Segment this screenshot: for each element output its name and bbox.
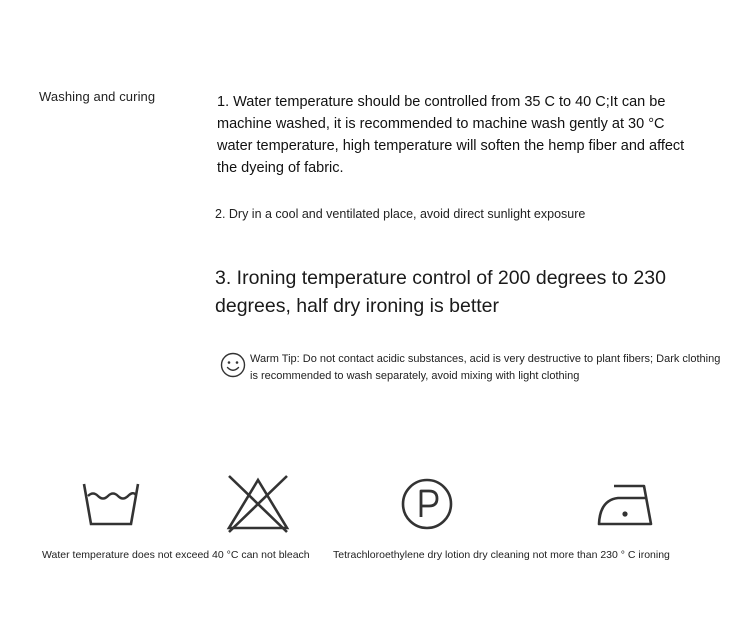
instruction-3: 3. Ironing temperature control of 200 degrees to 230 degrees, half dry ironing is better xyxy=(215,267,666,317)
instruction-2: 2. Dry in a cool and ventilated place, avoid direct sunlight exposure xyxy=(215,207,586,221)
caption-wash-bleach: Water temperature does not exceed 40 °C can not bleach xyxy=(42,549,310,561)
tip-text: Warm Tip: Do not contact acidic substances, acid is very destructive to plant fibers; Dark clothing is recommended to wash separately, avoid mixing with light clothing xyxy=(250,353,721,382)
dry-clean-p-icon xyxy=(400,477,454,531)
smiley-icon xyxy=(220,352,246,378)
iron-icon xyxy=(596,478,658,530)
caption-dryclean-iron: Tetrachloroethylene dry lotion dry cleaning not more than 230 ° C ironing xyxy=(333,549,670,561)
instruction-1: 1. Water temperature should be controlled from 35 C to 40 C;It can be machine washed, it is recommended to machine wash gently at 30 °C water temperature, high temperature will soften the hemp fiber and affect the dyeing of fabric. xyxy=(217,94,685,176)
no-bleach-icon xyxy=(224,472,292,534)
section-label: Washing and curing xyxy=(39,89,156,104)
wash-tub-icon xyxy=(81,478,141,530)
warm-tip xyxy=(220,351,730,385)
